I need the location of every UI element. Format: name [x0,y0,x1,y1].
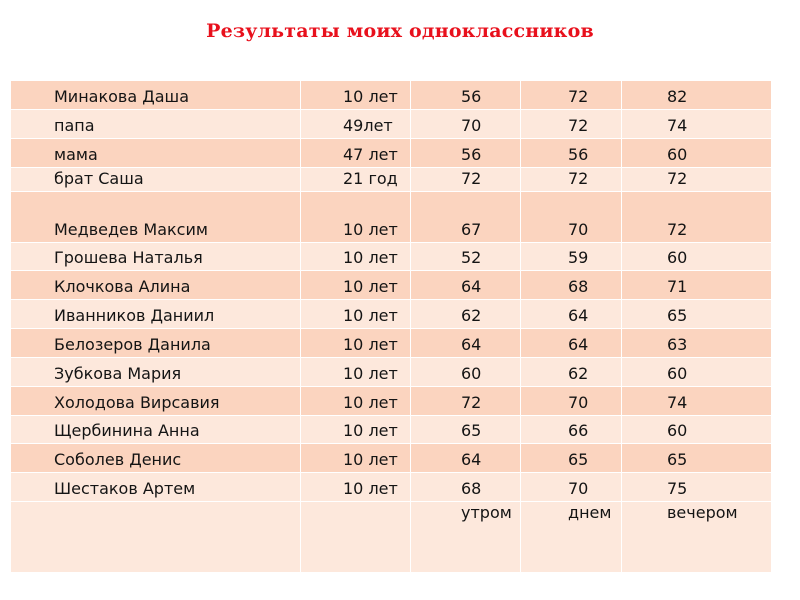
day-value: 64 [568,306,589,325]
morning-cell [411,139,521,168]
age-text: 49лет [343,116,393,135]
day-cell [521,387,622,416]
table-row [11,444,772,473]
table-row [11,329,772,358]
table-row [11,168,772,192]
day-value: 56 [568,145,589,164]
evening-value: 71 [667,277,688,296]
evening-cell [622,192,772,243]
evening-value: 60 [667,364,688,383]
page-title: Результаты моих одноклассников [206,20,594,42]
footer-empty-cell [301,502,411,573]
evening-value: 72 [667,169,688,188]
name-cell [11,168,301,192]
morning-cell [411,473,521,502]
table-row [11,139,772,168]
footer-empty-cell [11,502,301,573]
day-value: 59 [568,248,589,267]
day-cell [521,168,622,192]
name-text: Зубкова Мария [54,364,182,383]
day-cell [521,81,622,110]
morning-value: 62 [461,306,482,325]
morning-value: 60 [461,364,482,383]
day-value: 70 [568,220,589,239]
morning-value: 52 [461,248,482,267]
evening-cell [622,387,772,416]
day-value: 68 [568,277,589,296]
morning-value: 64 [461,277,482,296]
evening-cell [622,110,772,139]
name-cell [11,243,301,271]
evening-cell [622,300,772,329]
footer-day-label: днем [568,503,612,522]
name-text: Клочкова Алина [54,277,191,296]
age-text: 10 лет [343,335,398,354]
table-row [11,387,772,416]
morning-value: 65 [461,421,482,440]
table-row [11,271,772,300]
footer-morning-cell [411,502,521,573]
morning-cell [411,300,521,329]
age-cell [301,81,411,110]
table-row [11,243,772,271]
evening-value: 60 [667,421,688,440]
evening-value: 63 [667,335,688,354]
age-text: 10 лет [343,421,398,440]
name-text: Минакова Даша [54,87,189,106]
age-text: 10 лет [343,87,398,106]
age-text: 10 лет [343,220,398,239]
evening-cell [622,81,772,110]
day-value: 66 [568,421,589,440]
name-text: мама [54,145,98,164]
name-cell [11,473,301,502]
morning-value: 64 [461,450,482,469]
day-value: 72 [568,87,589,106]
morning-cell [411,192,521,243]
age-text: 10 лет [343,479,398,498]
evening-cell [622,329,772,358]
age-text: 21 год [343,169,398,188]
morning-cell [411,387,521,416]
morning-value: 70 [461,116,482,135]
day-cell [521,139,622,168]
morning-cell [411,110,521,139]
name-cell [11,271,301,300]
name-cell [11,358,301,387]
name-text: Белозеров Данила [54,335,211,354]
footer-evening-cell [622,502,772,573]
morning-value: 56 [461,87,482,106]
footer-evening-label: вечером [667,503,738,522]
day-value: 65 [568,450,589,469]
morning-cell [411,444,521,473]
morning-cell [411,243,521,271]
age-cell [301,329,411,358]
evening-value: 75 [667,479,688,498]
name-cell [11,444,301,473]
age-cell [301,168,411,192]
name-text: Соболев Денис [54,450,182,469]
evening-value: 74 [667,393,688,412]
evening-value: 65 [667,450,688,469]
results-table [10,80,772,573]
age-cell [301,444,411,473]
name-text: Иванников Даниил [54,306,215,325]
name-cell [11,192,301,243]
name-text: брат Саша [54,169,144,188]
name-cell [11,300,301,329]
table-row [11,473,772,502]
evening-value: 72 [667,220,688,239]
morning-value: 64 [461,335,482,354]
day-cell [521,444,622,473]
name-cell [11,387,301,416]
footer-row [11,502,772,573]
day-cell [521,243,622,271]
age-cell [301,300,411,329]
day-cell [521,416,622,444]
day-cell [521,271,622,300]
age-cell [301,110,411,139]
age-cell [301,387,411,416]
name-cell [11,139,301,168]
table-row [11,110,772,139]
morning-cell [411,81,521,110]
age-cell [301,243,411,271]
day-value: 72 [568,116,589,135]
age-cell [301,473,411,502]
age-text: 47 лет [343,145,398,164]
morning-cell [411,168,521,192]
age-text: 10 лет [343,364,398,383]
age-text: 10 лет [343,306,398,325]
age-cell [301,416,411,444]
day-value: 70 [568,393,589,412]
age-cell [301,139,411,168]
morning-value: 72 [461,393,482,412]
evening-value: 74 [667,116,688,135]
day-cell [521,192,622,243]
name-cell [11,329,301,358]
day-cell [521,473,622,502]
name-cell [11,110,301,139]
day-value: 70 [568,479,589,498]
age-text: 10 лет [343,277,398,296]
age-text: 10 лет [343,248,398,267]
age-cell [301,271,411,300]
evening-value: 82 [667,87,688,106]
name-text: папа [54,116,95,135]
evening-cell [622,271,772,300]
morning-value: 56 [461,145,482,164]
name-cell [11,81,301,110]
name-text: Шестаков Артем [54,479,196,498]
name-text: Холодова Вирсавия [54,393,220,412]
footer-day-cell [521,502,622,573]
morning-value: 67 [461,220,482,239]
age-text: 10 лет [343,393,398,412]
evening-cell [622,416,772,444]
name-text: Щербинина Анна [54,421,200,440]
evening-cell [622,168,772,192]
table-row [11,81,772,110]
day-value: 62 [568,364,589,383]
age-text: 10 лет [343,450,398,469]
table-row [11,358,772,387]
day-value: 72 [568,169,589,188]
day-cell [521,110,622,139]
evening-cell [622,473,772,502]
evening-value: 60 [667,145,688,164]
evening-value: 60 [667,248,688,267]
morning-value: 68 [461,479,482,498]
table-row [11,300,772,329]
evening-cell [622,358,772,387]
table-row [11,416,772,444]
name-text: Грошева Наталья [54,248,203,267]
footer-morning-label: утром [461,503,512,522]
age-cell [301,192,411,243]
morning-value: 72 [461,169,482,188]
day-cell [521,300,622,329]
day-value: 64 [568,335,589,354]
day-cell [521,358,622,387]
morning-cell [411,271,521,300]
name-text: Медведев Максим [54,220,208,239]
morning-cell [411,416,521,444]
evening-cell [622,139,772,168]
age-cell [301,358,411,387]
morning-cell [411,329,521,358]
evening-value: 65 [667,306,688,325]
day-cell [521,329,622,358]
morning-cell [411,358,521,387]
name-cell [11,416,301,444]
table-row [11,192,772,243]
evening-cell [622,243,772,271]
evening-cell [622,444,772,473]
